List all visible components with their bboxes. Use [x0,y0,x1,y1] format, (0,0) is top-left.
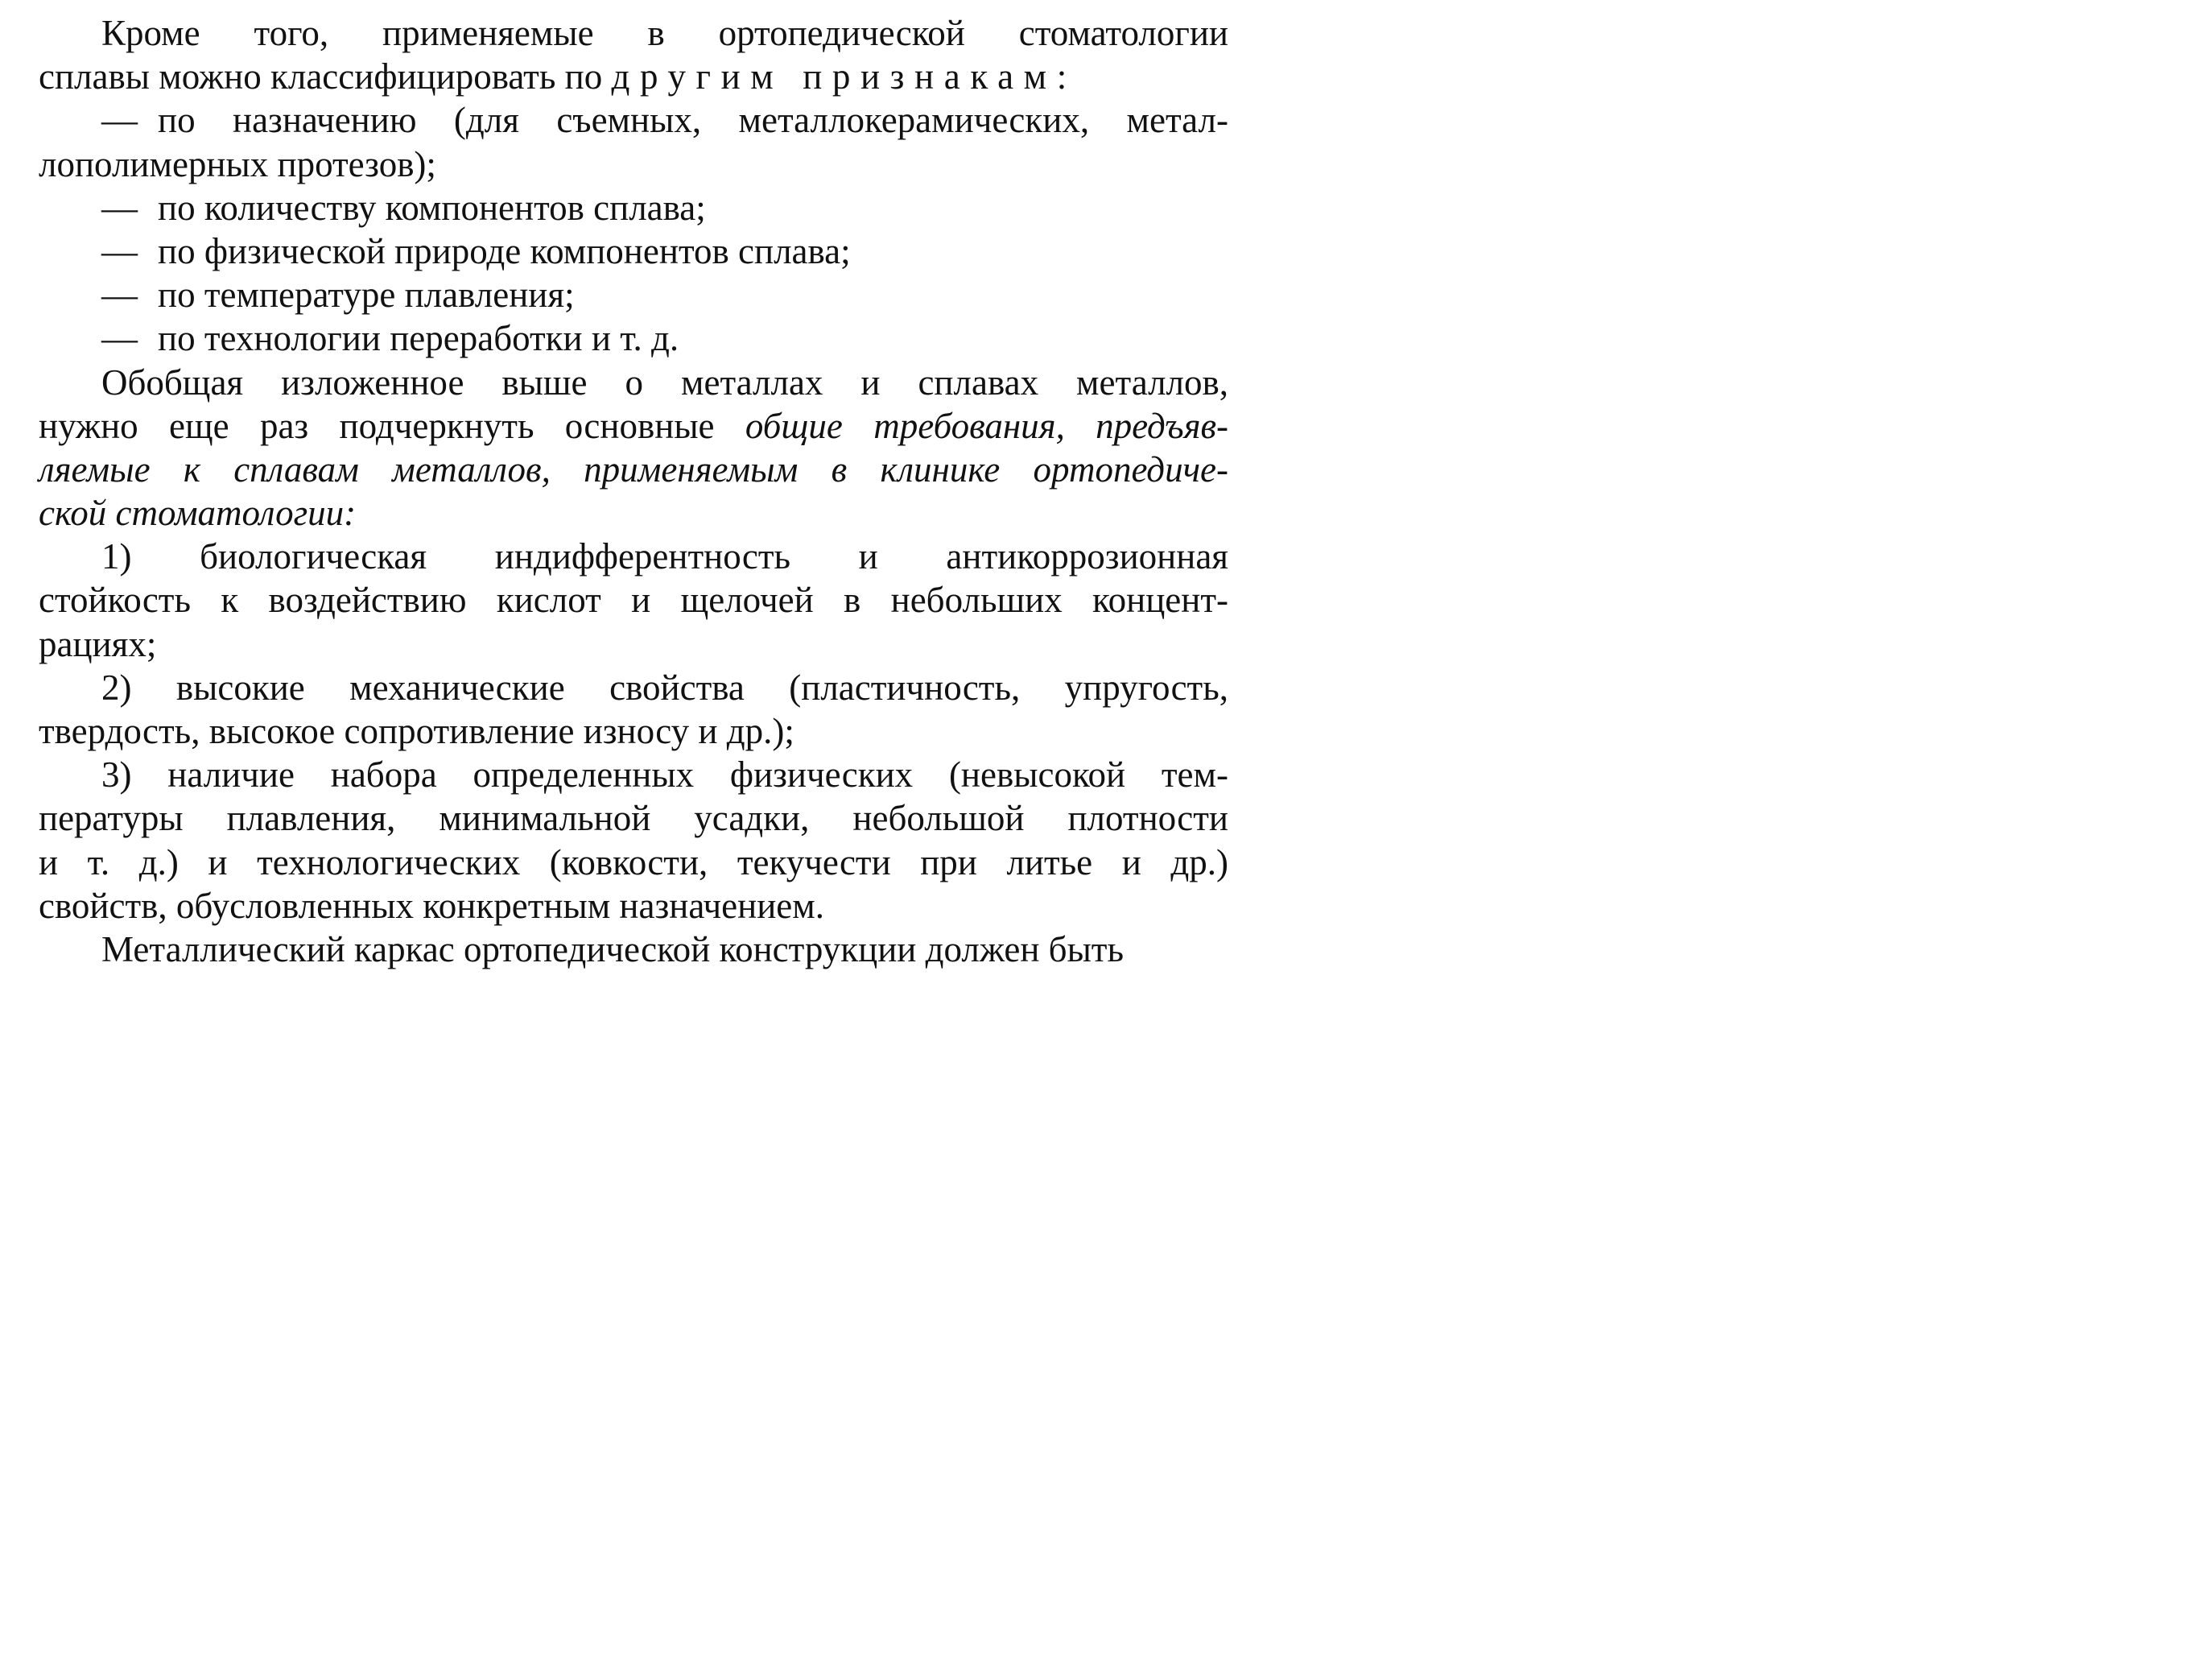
list-item-4 [39,273,1228,316]
paragraph-1-line-2 [39,55,1228,98]
list-item-1-line-1 [39,98,1228,142]
list-item-2 [39,186,1228,229]
list-item-2-text: по количеству компонентов сплава; [158,187,706,228]
list-dash: — [101,100,138,141]
requirement-1-line-1: 1) биологическая индифферентность и антикоррозионная [101,536,1228,577]
requirement-3-line-4: свойств, обусловленных конкретным назначением. [39,885,824,926]
paragraph-1-line-2-text: сплавы можно классифицировать по [39,56,612,97]
italic-emphasis: общие требования, предъяв- [745,405,1228,446]
list-dash: — [101,275,138,316]
list-item-3-text: по физической природе компонентов сплава; [158,230,851,271]
cutoff-line: Металлический каркас ортопедической конструкции должен быть [101,928,1124,969]
document-page [39,11,1228,969]
requirement-2-line-1: 2) высокие механические свойства (пластичность, упругость, [101,667,1228,708]
list-dash: — [101,230,138,271]
paragraph-2-line-2-text: нужно еще раз подчеркнуть основные [39,405,745,446]
list-item-5 [39,316,1228,360]
list-item-1-text: по назначению (для съемных, металлокерамических, метал- [158,100,1228,141]
paragraph-2-line-2 [39,404,1228,448]
paragraph-1-colon: : [1056,56,1067,97]
list-item-5-text: по технологии переработки и т. д. [158,318,679,359]
spaced-emphasis: другим признакам [611,56,1057,97]
list-dash: — [101,318,138,359]
requirement-3-line-2: пературы плавления, минимальной усадки, небольшой плотности [39,798,1228,839]
paragraph-2-line-3: ляемые к сплавам металлов, применяемым в клинике ортопедиче- [39,448,1228,490]
requirement-2-line-2: твердость, высокое сопротивление износу и др.); [39,711,794,751]
paragraph-1-line-1: Кроме того, применяемые в ортопедической стоматологии [101,13,1228,53]
paragraph-2-line-4: ской стоматологии: [39,493,357,534]
requirement-1-line-3: рациях; [39,623,157,664]
paragraph-2-line-1: Обобщая изложенное выше о металлах и сплавах металлов, [101,362,1228,403]
list-item-1-line-2: лополимерных протезов); [39,143,436,184]
requirement-3-line-1: 3) наличие набора определенных физических (невысокой тем- [101,754,1228,796]
list-item-3 [39,229,1228,273]
list-dash: — [101,187,138,228]
list-item-4-text: по температуре плавления; [158,275,575,316]
requirement-3-line-3: и т. д.) и технологических (ковкости, текучести при литье и др.) [39,841,1228,882]
requirement-1-line-2: стойкость к воздействию кислот и щелочей в небольших концент- [39,580,1228,621]
